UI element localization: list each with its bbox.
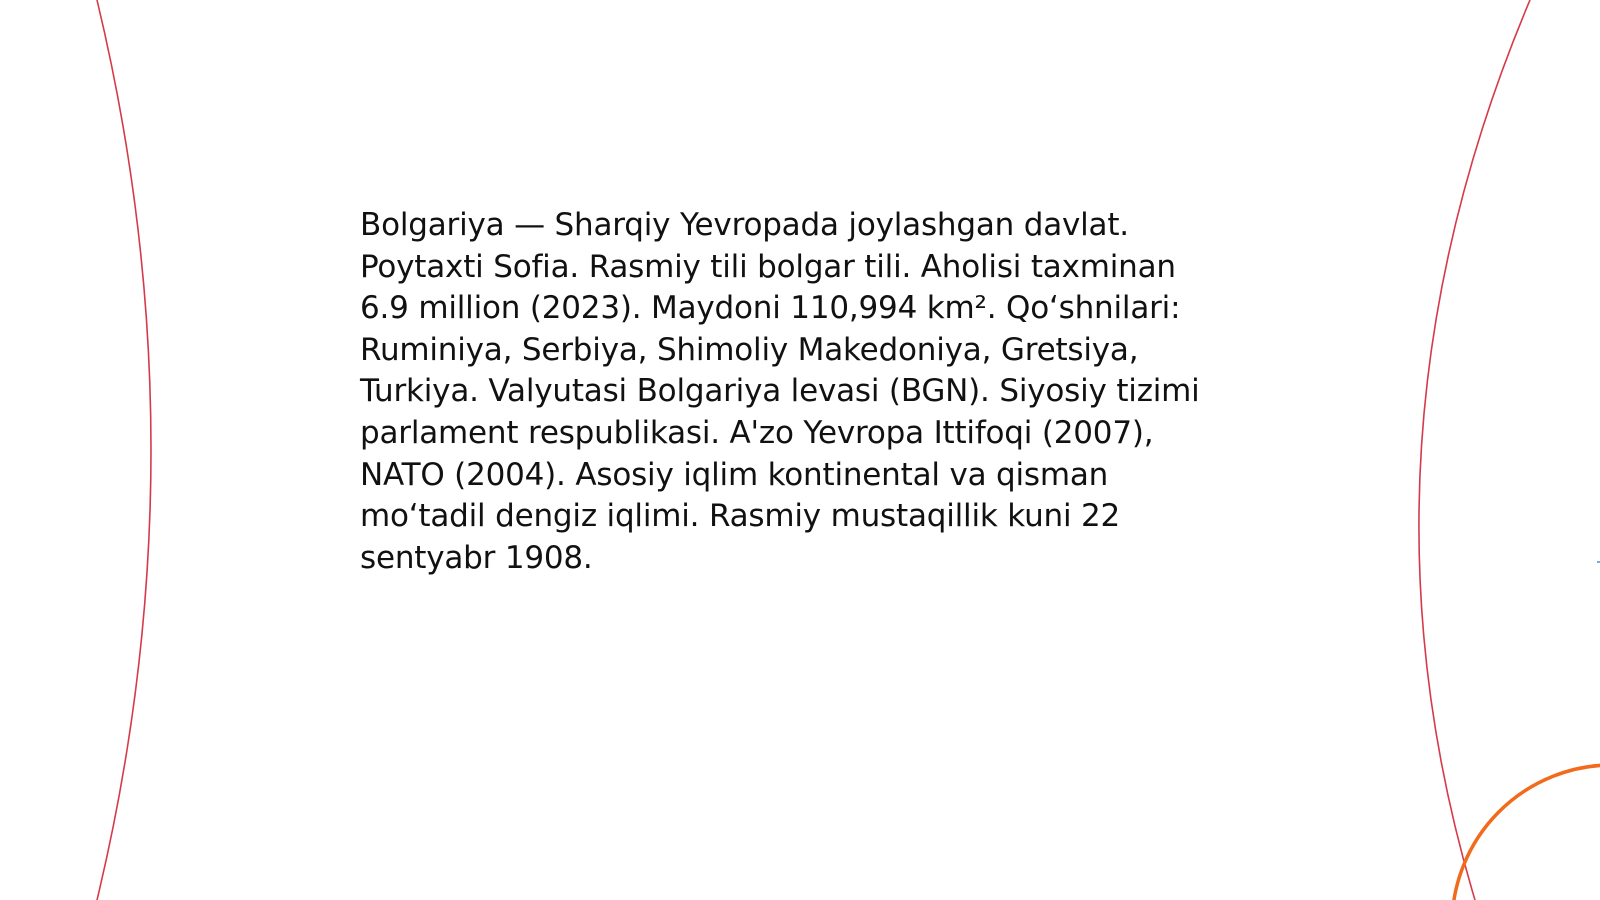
body-text-line: Bolgariya — Sharqiy Yevropada joylashgan davlat. — [360, 207, 1129, 243]
body-text-line: sentyabr 1908. — [360, 539, 593, 576]
body-text-line: 6.9 million (2023). Maydoni 110,994 km². Qo‘shnilari: — [360, 290, 1181, 327]
right-curve-line — [1419, 0, 1530, 900]
body-text-line: Turkiya. Valyutasi Bolgariya levasi (BGN). Siyosiy tizimi — [360, 373, 1200, 410]
corner-orange-arc — [1452, 765, 1600, 900]
body-text-line: parlament respublikasi. A'zo Yevropa Ittifoqi (2007), — [360, 414, 1154, 451]
body-text — [360, 205, 1260, 579]
body-text-line: mo‘tadil dengiz iqlimi. Rasmiy mustaqillik kuni 22 — [360, 498, 1121, 535]
body-text-line: Ruminiya, Serbiya, Shimoliy Makedoniya, Gretsiya, — [360, 331, 1139, 368]
body-text-line: NATO (2004). Asosiy iqlim kontinental va qisman — [360, 456, 1109, 493]
left-curve-line — [97, 0, 151, 900]
body-text-line: Poytaxti Sofia. Rasmiy tili bolgar tili. Aholisi taxminan — [360, 248, 1176, 285]
